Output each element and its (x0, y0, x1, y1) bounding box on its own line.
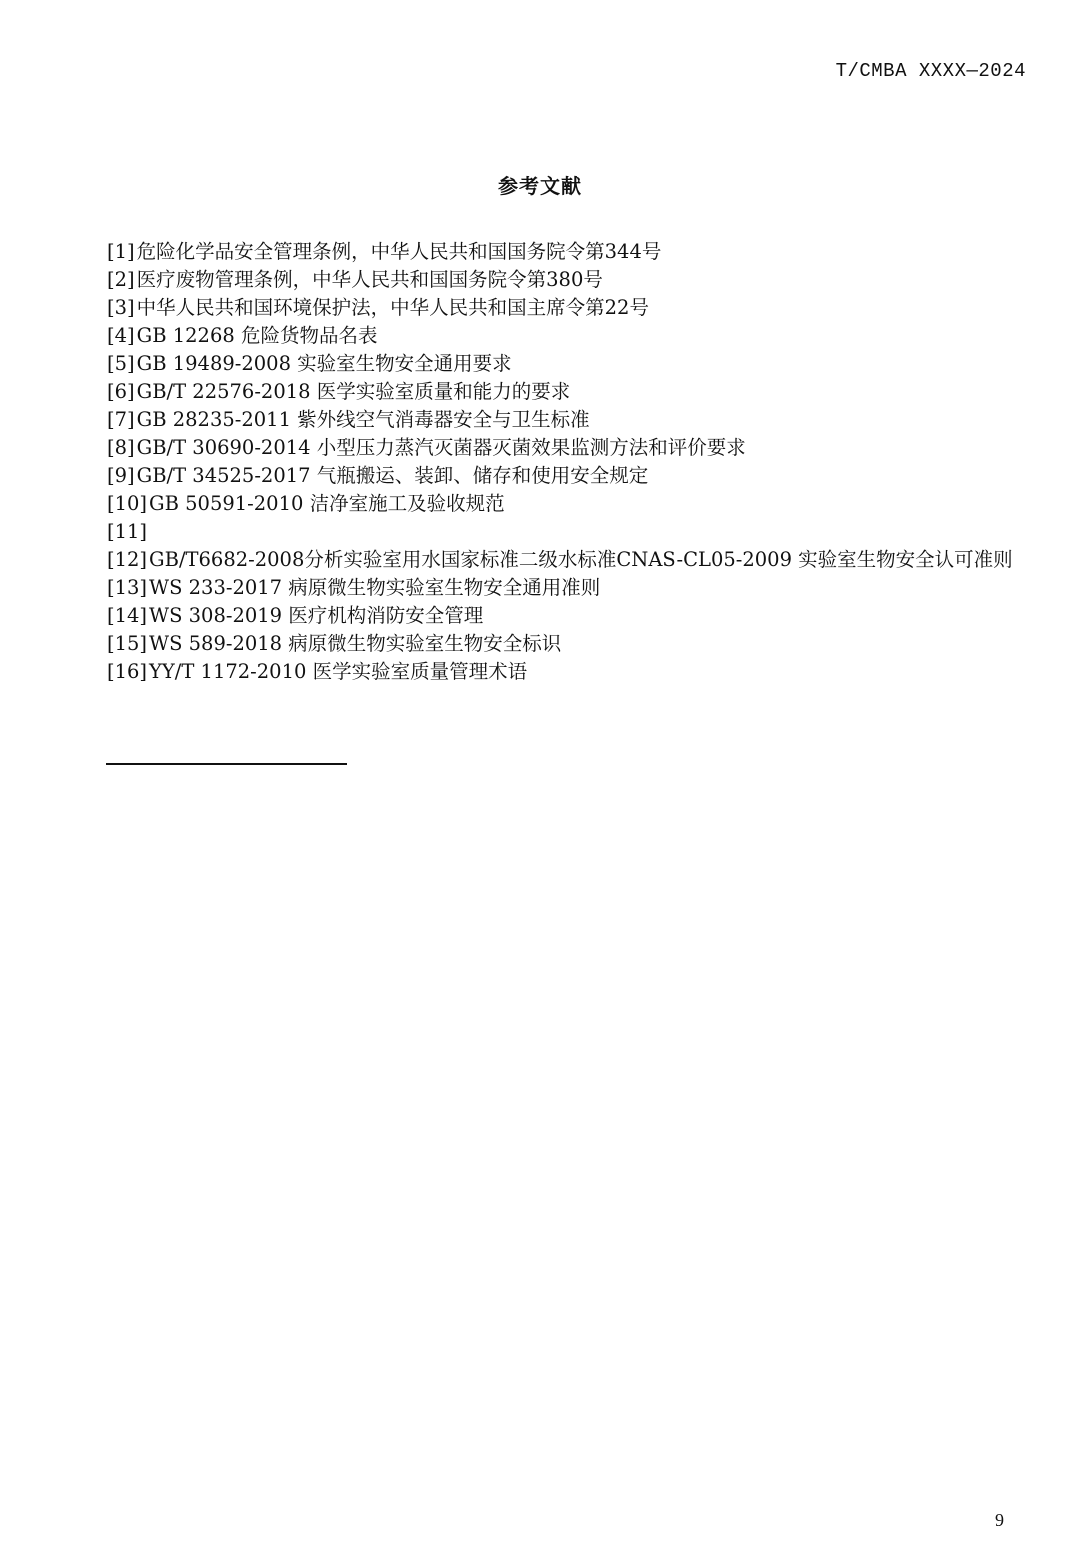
reference-item (65, 490, 1030, 518)
reference-number: [2] (107, 268, 135, 291)
reference-number: [4] (107, 324, 135, 347)
document-code-header: T/CMBA XXXX—2024 (835, 60, 1026, 82)
reference-item (65, 574, 1030, 602)
reference-item (65, 378, 1030, 406)
end-rule-divider (106, 763, 347, 765)
reference-item (65, 238, 1030, 266)
reference-item (65, 434, 1030, 462)
reference-text: GB/T 30690-2014 小型压力蒸汽灭菌器灭菌效果监测方法和评价要求 (136, 436, 746, 459)
reference-item (65, 406, 1030, 434)
section-title: 参考文献 (498, 174, 582, 198)
reference-item (65, 294, 1030, 322)
reference-number: [6] (107, 380, 135, 403)
reference-item (65, 546, 1030, 574)
reference-item (65, 658, 1030, 686)
reference-number: [3] (107, 296, 135, 319)
reference-text: GB 50591-2010 洁净室施工及验收规范 (149, 492, 505, 515)
reference-number: [7] (107, 408, 135, 431)
reference-text: WS 308-2019 医疗机构消防安全管理 (149, 604, 484, 627)
reference-number: [15] (107, 632, 148, 655)
reference-text: 医疗废物管理条例，中华人民共和国国务院令第380号 (136, 268, 603, 291)
reference-item (65, 518, 1030, 546)
reference-text: GB 12268 危险货物品名表 (136, 324, 378, 347)
reference-number: [14] (107, 604, 148, 627)
reference-text: 中华人民共和国环境保护法，中华人民共和国主席令第22号 (136, 296, 649, 319)
reference-number: [1] (107, 240, 135, 263)
reference-text: WS 589-2018 病原微生物实验室生物安全标识 (149, 632, 562, 655)
reference-item (65, 266, 1030, 294)
reference-number: [13] (107, 576, 148, 599)
reference-item (65, 630, 1030, 658)
reference-text: GB 28235-2011 紫外线空气消毒器安全与卫生标准 (136, 408, 590, 431)
page-number: 9 (995, 1510, 1004, 1530)
reference-text: GB/T 34525-2017 气瓶搬运、装卸、储存和使用安全规定 (136, 464, 649, 487)
reference-text: WS 233-2017 病原微生物实验室生物安全通用准则 (149, 576, 601, 599)
reference-text: 危险化学品安全管理条例，中华人民共和国国务院令第344号 (136, 240, 662, 263)
reference-item (65, 462, 1030, 490)
reference-number: [10] (107, 492, 148, 515)
reference-number: [11] (107, 520, 148, 543)
reference-list (65, 238, 1030, 686)
reference-text: GB/T6682-2008分析实验室用水国家标准二级水标准CNAS-CL05-2009 实验室生物安全认可准则 (149, 548, 1013, 571)
reference-number: [5] (107, 352, 135, 375)
reference-item (65, 322, 1030, 350)
reference-number: [8] (107, 436, 135, 459)
reference-text: GB/T 22576-2018 医学实验室质量和能力的要求 (136, 380, 571, 403)
reference-number: [9] (107, 464, 135, 487)
reference-number: [16] (107, 660, 148, 683)
reference-text: YY/T 1172-2010 医学实验室质量管理术语 (149, 660, 528, 683)
reference-text: GB 19489-2008 实验室生物安全通用要求 (136, 352, 512, 375)
reference-number: [12] (107, 548, 148, 571)
reference-item (65, 350, 1030, 378)
reference-item (65, 602, 1030, 630)
